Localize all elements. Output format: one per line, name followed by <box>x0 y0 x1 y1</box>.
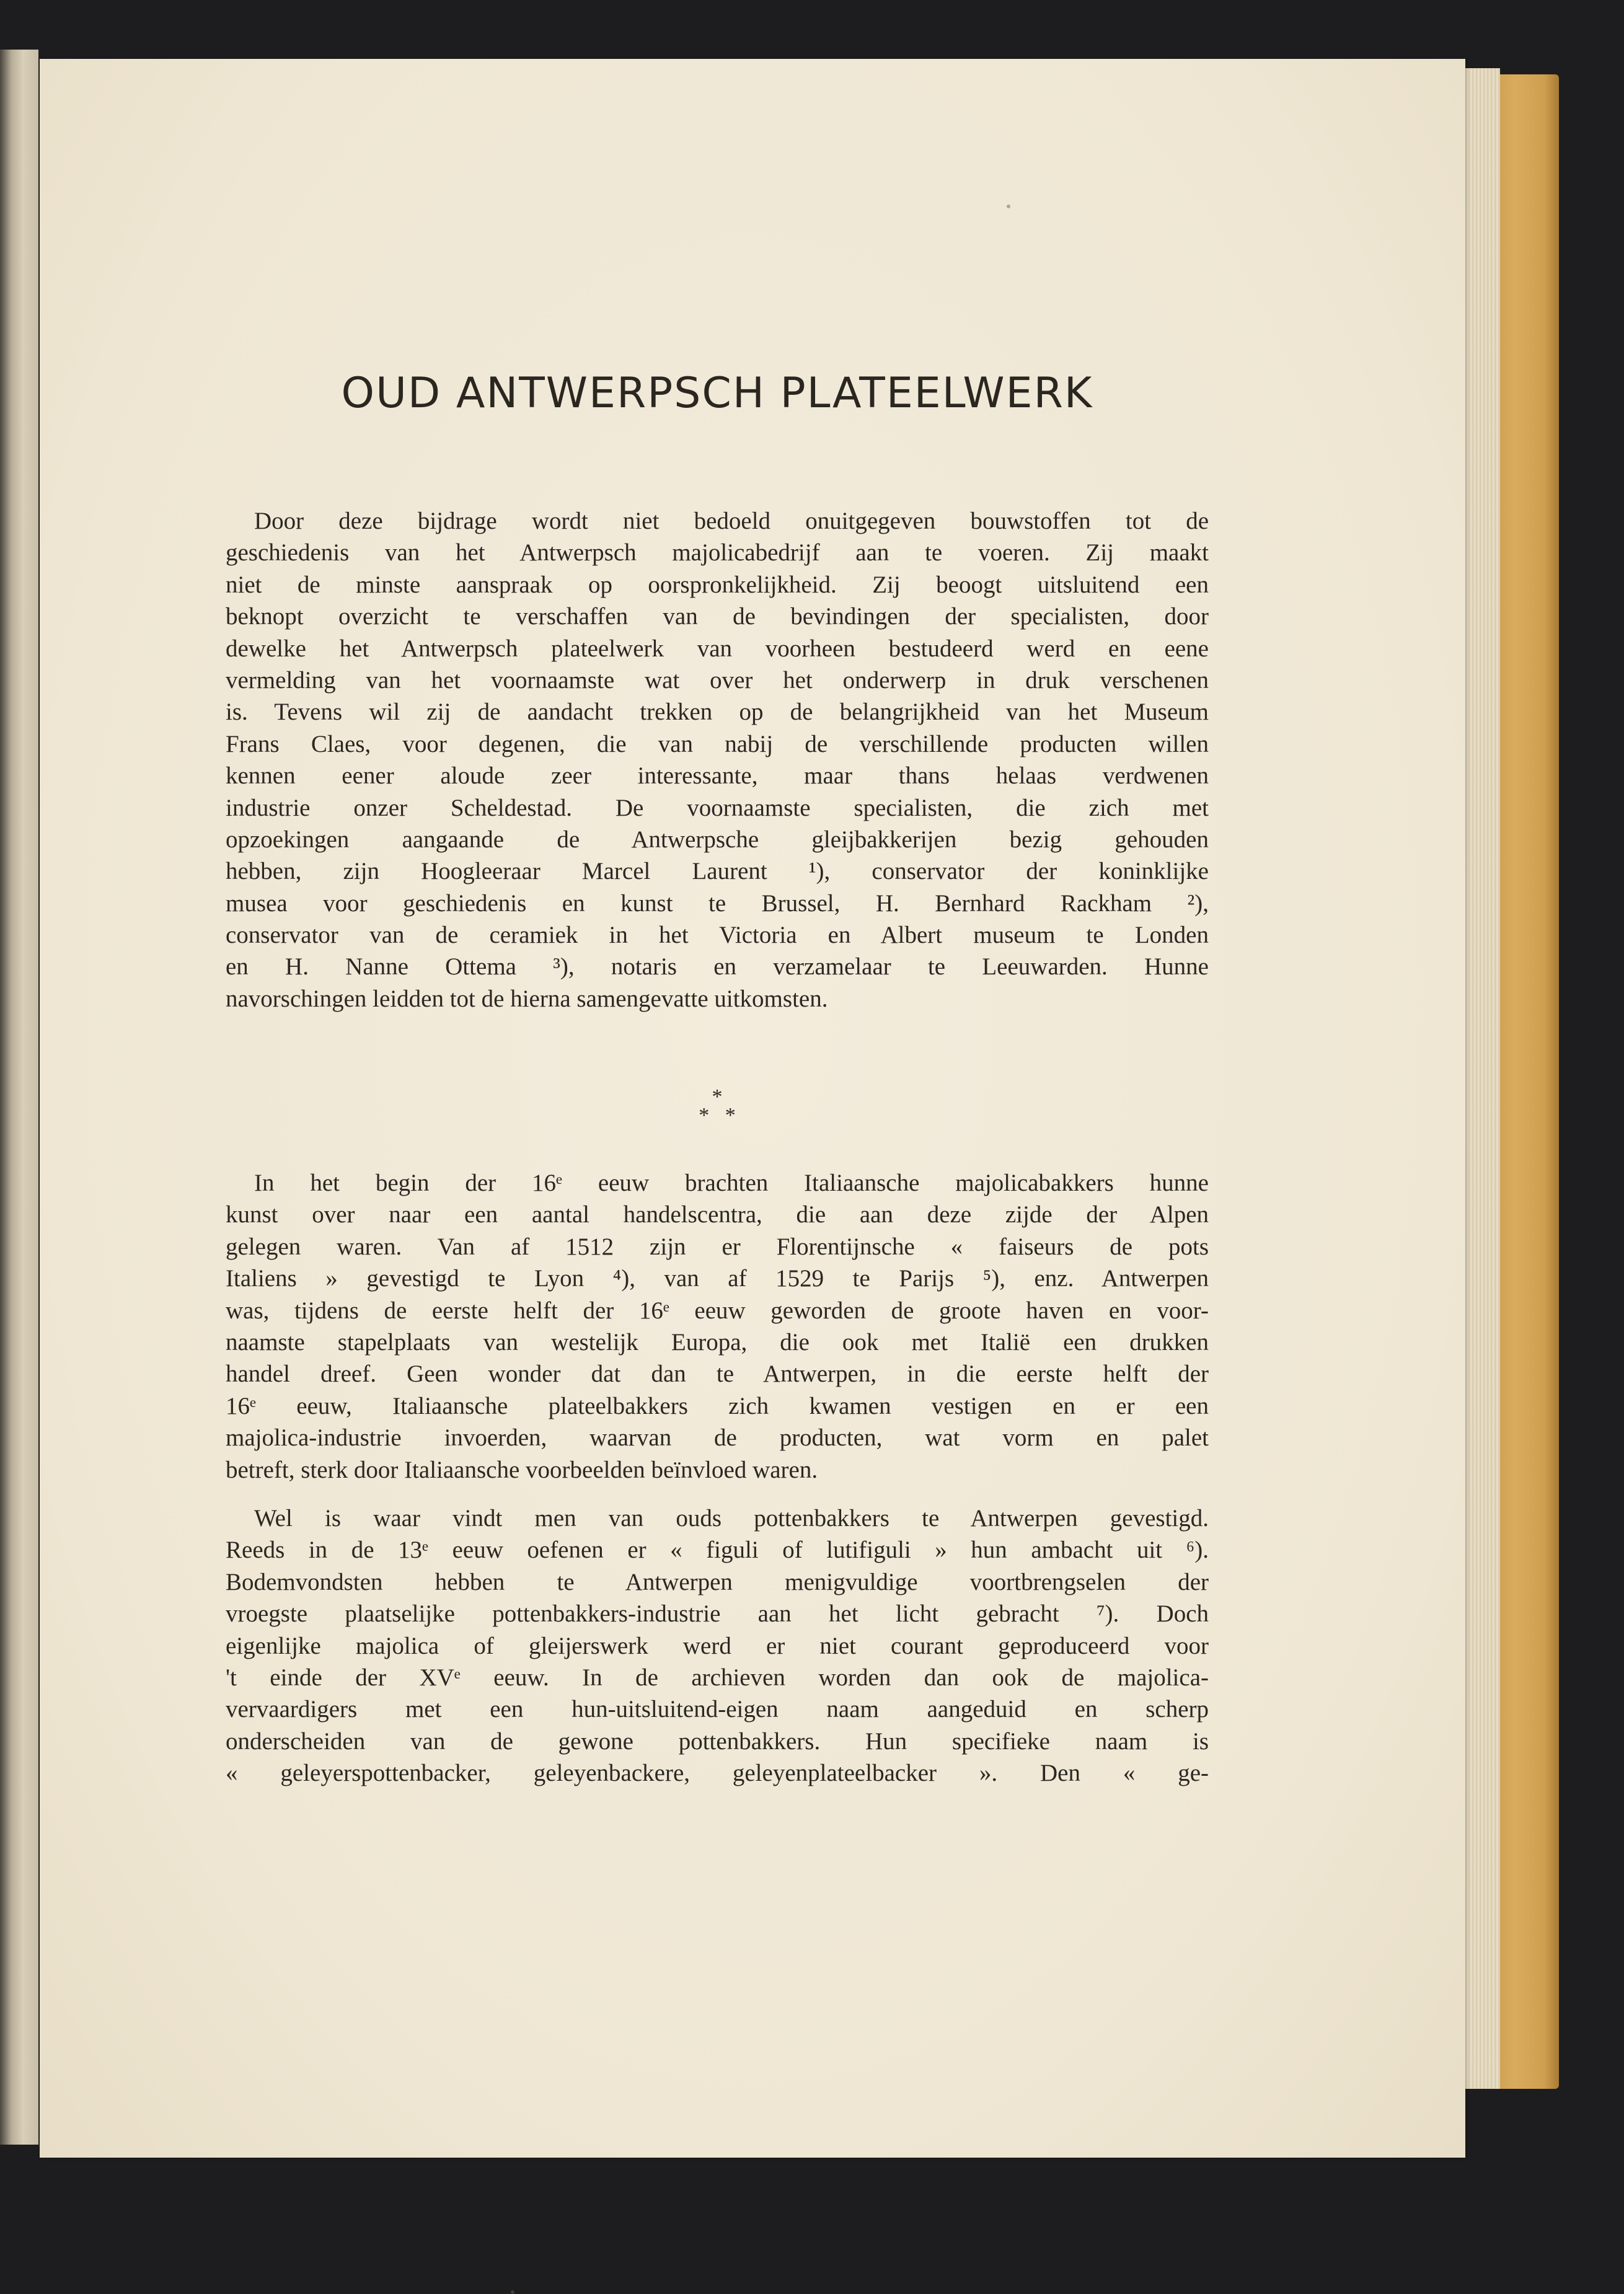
text-line: betreft, sterk door Italiaansche voorbeelden beïnvloed waren. <box>226 1456 818 1483</box>
text-line: musea voor geschiedenis en kunst te Brussel, H. Bernhard Rackham ²), <box>226 889 1209 917</box>
text-line: naamste stapelplaats van westelijk Europa, die ook met Italië een drukken <box>226 1328 1209 1356</box>
page-stack-edge <box>1463 68 1500 2089</box>
text-line: hebben, zijn Hoogleeraar Marcel Laurent ¹), conservator der koninklijke <box>226 858 1209 885</box>
text-line: vroegste plaatselijke pottenbakkers-industrie aan het licht gebracht ⁷). Doch <box>226 1600 1209 1628</box>
text-line: Bodemvondsten hebben te Antwerpen menigvuldige voortbrengselen der <box>226 1568 1209 1595</box>
text-line: was, tijdens de eerste helft der 16ᵉ eeuw geworden de groote haven en voor- <box>226 1297 1209 1324</box>
text-line: majolica-industrie invoerden, waarvan de producten, wat vorm en palet <box>226 1424 1209 1452</box>
paper-speck <box>1007 205 1010 208</box>
left-page-edge <box>0 50 38 2145</box>
text-line: eigenlijke majolica of gleijerswerk werd er niet courant geproduceerd voor <box>226 1632 1209 1659</box>
text-line: Italiens » gevestigd te Lyon ⁴), van af 1529 te Parijs ⁵), enz. Antwerpen <box>226 1265 1209 1292</box>
paragraph-potters <box>226 1502 1209 1789</box>
text-line: geschiedenis van het Antwerpsch majolicabedrijf aan te voeren. Zij maakt <box>226 539 1209 567</box>
asterisk-bottom: * * <box>699 1104 736 1127</box>
text-line: vervaardigers met een hun-uitsluitend-eigen naam aangeduid en scherp <box>226 1696 1209 1723</box>
text-line: Reeds in de 13ᵉ eeuw oefenen er « figuli of lutifiguli » hun ambacht uit ⁶). <box>226 1537 1209 1564</box>
book-page <box>40 59 1465 2158</box>
text-line: niet de minste aanspraak op oorspronkelijkheid. Zij beoogt uitsluitend een <box>226 571 1209 598</box>
text-line: Wel is waar vindt men van ouds pottenbakkers te Antwerpen gevestigd. <box>254 1505 1209 1532</box>
text-line: kennen eener aloude zeer interessante, maar thans helaas verdwenen <box>226 762 1209 790</box>
text-line: vermelding van het voornaamste wat over het onderwerp in druk verschenen <box>226 666 1209 694</box>
text-line: 't einde der XVᵉ eeuw. In de archieven worden dan ook de majolica- <box>226 1664 1209 1691</box>
page-title: OUD ANTWERPSCH PLATEELWERK <box>341 369 1093 418</box>
text-line: is. Tevens wil zij de aandacht trekken op de belangrijkheid van het Museum <box>226 699 1209 726</box>
text-line: industrie onzer Scheldestad. De voornaamste specialisten, die zich met <box>226 794 1209 821</box>
text-line: handel dreef. Geen wonder dat dan te Antwerpen, in die eerste helft der <box>226 1361 1209 1388</box>
text-line: kunst over naar een aantal handelscentra, die aan deze zijde der Alpen <box>226 1201 1209 1229</box>
text-line: conservator van de ceramiek in het Victoria en Albert museum te Londen <box>226 922 1209 949</box>
text-line: beknopt overzicht te verschaffen van de bevindingen der specialisten, door <box>226 603 1209 630</box>
section-separator-asterisks <box>226 1085 1209 1127</box>
paragraph-intro <box>226 505 1209 1015</box>
text-line: gelegen waren. Van af 1512 zijn er Florentijnsche « faiseurs de pots <box>226 1233 1209 1260</box>
text-line: onderscheiden van de gewone pottenbakkers. Hun specifieke naam is <box>226 1727 1209 1755</box>
text-line: navorschingen leidden tot de hierna samengevatte uitkomsten. <box>226 985 828 1012</box>
text-line: 16ᵉ eeuw, Italiaansche plateelbakkers zich kwamen vestigen en er een <box>226 1392 1209 1419</box>
text-line: en H. Nanne Ottema ³), notaris en verzamelaar te Leeuwarden. Hunne <box>226 953 1209 981</box>
text-line: « geleyerspottenbacker, geleyenbackere, geleyenplateelbacker ». Den « ge- <box>226 1760 1209 1787</box>
text-line: In het begin der 16ᵉ eeuw brachten Italiaansche majolicabakkers hunne <box>254 1170 1209 1196</box>
text-line: opzoekingen aangaande de Antwerpsche gleijbakkerijen bezig gehouden <box>226 826 1209 853</box>
paper-speck <box>511 2290 514 2294</box>
paragraph-history <box>226 1167 1209 1486</box>
text-line: Frans Claes, voor degenen, die van nabij de verschillende producten willen <box>226 730 1209 757</box>
text-line: Door deze bijdrage wordt niet bedoeld onuitgegeven bouwstoffen tot de <box>254 508 1209 534</box>
asterisk-top: * <box>712 1085 723 1108</box>
text-line: dewelke het Antwerpsch plateelwerk van voorheen bestudeerd werd en eene <box>226 635 1209 662</box>
